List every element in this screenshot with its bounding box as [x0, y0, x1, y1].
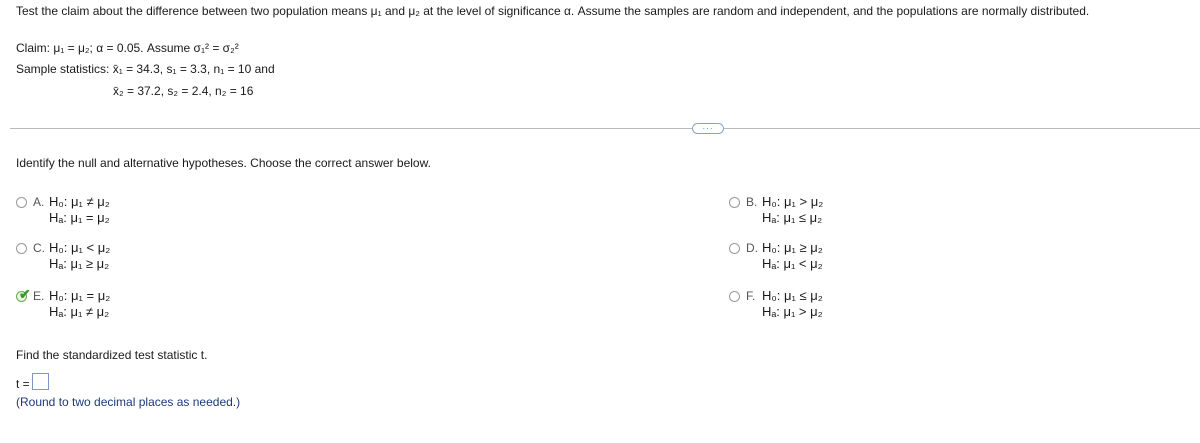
option-letter: B.: [746, 195, 758, 209]
option-c[interactable]: [16, 241, 176, 273]
option-b[interactable]: [729, 195, 889, 227]
t-label: t =: [16, 377, 30, 391]
option-e[interactable]: [16, 286, 176, 321]
option-letter: C.: [33, 241, 45, 255]
sample-statistics-line1: Sample statistics: x̄₁ = 34.3, s₁ = 3.3, n₁ = 10 and: [16, 62, 275, 76]
radio-button[interactable]: [729, 197, 740, 208]
alternative-hypothesis: Hₐ: μ₁ > μ₂: [762, 304, 823, 319]
null-hypothesis: H₀: μ₁ ≥ μ₂: [762, 240, 823, 255]
option-a[interactable]: [16, 195, 176, 227]
option-letter: D.: [746, 241, 758, 255]
sample-statistics-line2: x̄₂ = 37.2, s₂ = 2.4, n₂ = 16: [113, 84, 254, 98]
null-hypothesis: H₀: μ₁ < μ₂: [49, 240, 111, 255]
alternative-hypothesis: Hₐ: μ₁ ≤ μ₂: [762, 210, 823, 225]
radio-button[interactable]: [16, 243, 27, 254]
question-intro: Test the claim about the difference between two population means μ₁ and μ₂ at the level of significance α. Assume the samples are random and independent, and the populations are normally distributed.: [16, 4, 1090, 18]
null-hypothesis: H₀: μ₁ ≤ μ₂: [762, 288, 823, 303]
radio-button[interactable]: [729, 291, 740, 302]
alternative-hypothesis: Hₐ: μ₁ = μ₂: [49, 210, 110, 225]
alternative-hypothesis: Hₐ: μ₁ ≠ μ₂: [49, 304, 110, 319]
t-answer-input[interactable]: [32, 373, 49, 390]
test-statistic-prompt: Find the standardized test statistic t.: [16, 348, 208, 362]
option-letter: A.: [33, 195, 45, 209]
option-d[interactable]: [729, 241, 889, 273]
option-f[interactable]: [729, 289, 889, 321]
radio-button[interactable]: [16, 197, 27, 208]
null-hypothesis: H₀: μ₁ ≠ μ₂: [49, 194, 110, 209]
rounding-hint: (Round to two decimal places as needed.): [16, 395, 241, 409]
alternative-hypothesis: Hₐ: μ₁ < μ₂: [762, 256, 823, 271]
radio-button[interactable]: [729, 243, 740, 254]
null-hypothesis: H₀: μ₁ > μ₂: [762, 194, 824, 209]
section-divider: [10, 128, 1200, 129]
option-letter: F.: [746, 289, 756, 303]
checkmark-icon: ✔: [19, 286, 31, 302]
option-letter: E.: [33, 289, 45, 303]
claim-text: Claim: μ₁ = μ₂; α = 0.05. Assume σ₁² = σ₂²: [16, 41, 239, 55]
alternative-hypothesis: Hₐ: μ₁ ≥ μ₂: [49, 256, 110, 271]
show-more-button[interactable]: ···: [692, 123, 724, 134]
null-hypothesis: H₀: μ₁ = μ₂: [49, 288, 111, 303]
hypotheses-prompt: Identify the null and alternative hypotheses. Choose the correct answer below.: [16, 156, 431, 170]
